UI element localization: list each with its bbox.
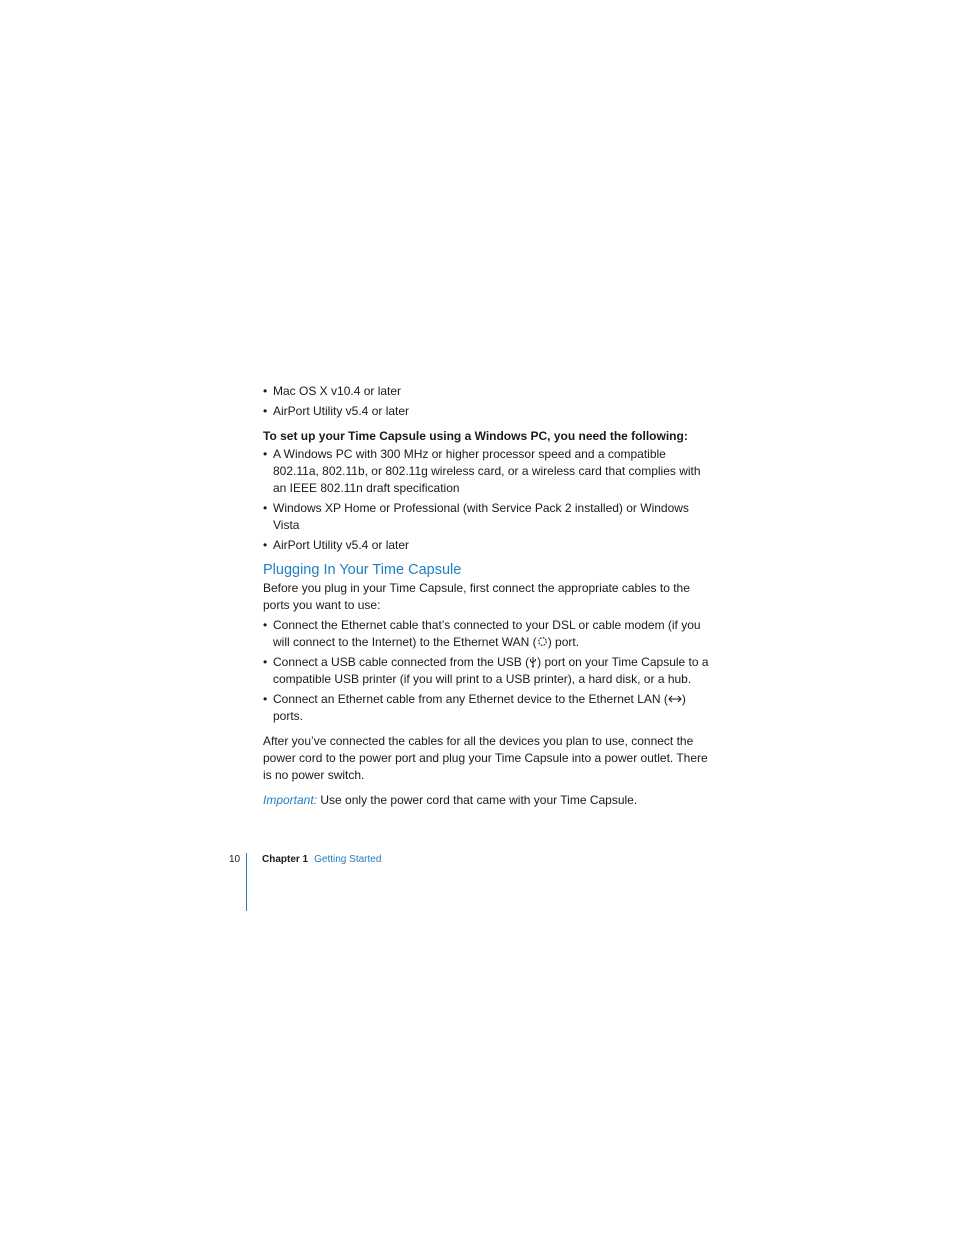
windows-requirements-lead: To set up your Time Capsule using a Windows PC, you need the following: bbox=[263, 429, 688, 443]
chapter-title: Getting Started bbox=[314, 854, 382, 865]
chapter-label: Chapter 1 bbox=[262, 854, 309, 865]
list-item: • Connect the Ethernet cable that’s connected to your DSL or cable modem (if you will connect to the Internet) to the Ethernet WAN ( ) port. bbox=[263, 618, 701, 649]
mac-requirements-list bbox=[263, 383, 709, 420]
list-item: • Connect a USB cable connected from the USB ( ) port on your Time Capsule to a compatible USB printer (if you will print to a USB printer), a hard disk, or a hub. bbox=[263, 655, 709, 686]
list-item: • AirPort Utility v5.4 or later bbox=[263, 404, 410, 418]
wan-port-icon bbox=[537, 636, 548, 649]
important-text: Use only the power cord that came with your Time Capsule. bbox=[320, 793, 638, 807]
list-item: • A Windows PC with 300 MHz or higher processor speed and a compatible 802.11a, 802.11b, or 802.11g wireless card, or a wireless card that complies with an IEEE 802.11n draft specification bbox=[263, 447, 701, 495]
important-note bbox=[263, 792, 709, 809]
footer-divider bbox=[246, 853, 247, 911]
list-item: • Mac OS X v10.4 or later bbox=[263, 384, 402, 398]
after-paragraph: After you’ve connected the cables for all the devices you plan to use, connect the power cord to the power port and plug your Time Capsule into a power outlet. There is no power switch. bbox=[263, 734, 708, 782]
list-item: • Windows XP Home or Professional (with Service Pack 2 installed) or Windows Vista bbox=[263, 501, 689, 532]
section-heading: Plugging In Your Time Capsule bbox=[263, 562, 462, 578]
page-number: 10 bbox=[229, 854, 241, 865]
chapter-running-footer bbox=[262, 853, 381, 867]
ethernet-lan-icon bbox=[668, 694, 682, 706]
list-item: • AirPort Utility v5.4 or later bbox=[263, 538, 410, 552]
usb-icon bbox=[529, 656, 537, 669]
important-label: Important: bbox=[263, 793, 318, 807]
list-item: • Connect an Ethernet cable from any Ethernet device to the Ethernet LAN ( ) ports. bbox=[263, 692, 686, 723]
page-content bbox=[263, 383, 709, 809]
intro-paragraph: Before you plug in your Time Capsule, first connect the appropriate cables to the ports you want to use: bbox=[263, 581, 690, 612]
cable-list bbox=[263, 617, 709, 725]
windows-requirements-list bbox=[263, 446, 709, 554]
